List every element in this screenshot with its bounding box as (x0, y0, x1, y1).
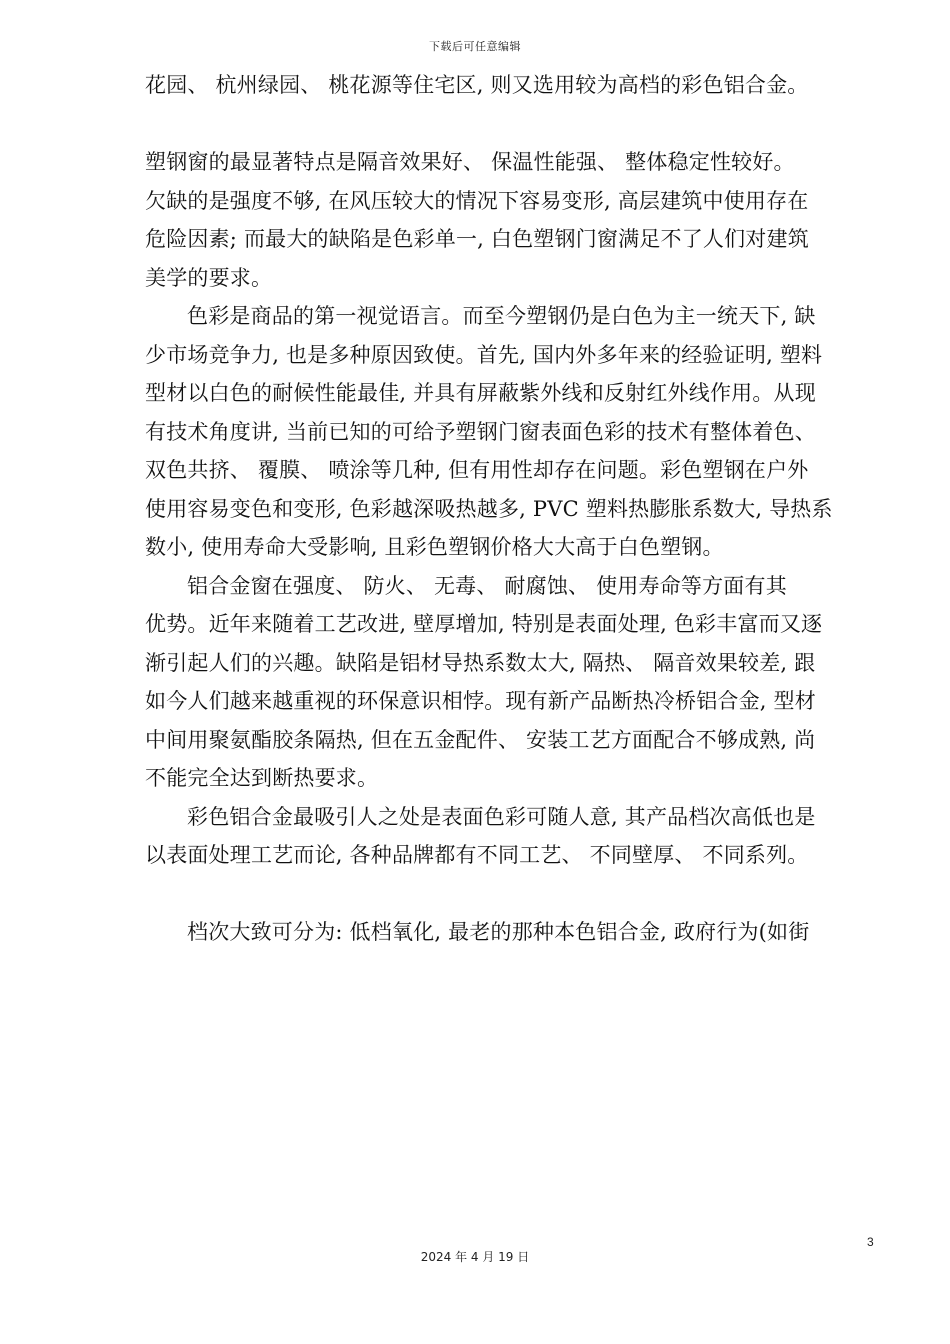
text-line: 危险因素; 而最大的缺陷是色彩单一, 白色塑钢门窗满足不了人们对建筑 (145, 227, 809, 251)
text-line: 使用容易变色和变形, 色彩越深吸热越多, PVC 塑料热膨胀系数大, 导热系 (145, 496, 833, 521)
text-line: 型材以白色的耐候性能最佳, 并具有屏蔽紫外线和反射红外线作用。从现 (145, 381, 816, 405)
text-line: 双色共挤、 覆膜、 喷涂等几种, 但有用性却存在问题。彩色塑钢在户外 (145, 458, 809, 482)
text-line: 档次大致可分为: 低档氧化, 最老的那种本色铝合金, 政府行为(如街 (187, 920, 810, 944)
paragraph-gap (145, 105, 885, 144)
text-line: 彩色铝合金最吸引人之处是表面色彩可随人意, 其产品档次高低也是 (187, 804, 816, 829)
text-line: 数小, 使用寿命大受影响, 且彩色塑钢价格大大高于白色塑钢。 (145, 535, 724, 559)
text-line: 不能完全达到断热要求。 (145, 766, 379, 790)
document-body (145, 66, 885, 952)
text-line: 美学的要求。 (145, 265, 273, 290)
text-line: 以表面处理工艺而论, 各种品牌都有不同工艺、 不同壁厚、 不同系列。 (145, 843, 809, 867)
text-line: 花园、 杭州绿园、 桃花源等住宅区, 则又选用较为高档的彩色铝合金。 (145, 73, 809, 97)
text-line: 渐引起人们的兴趣。缺陷是铝材导热系数太大, 隔热、 隔音效果较差, 跟 (145, 650, 816, 675)
text-line: 中间用聚氨酯胶条隔热, 但在五金配件、 安装工艺方面配合不够成熟, 尚 (145, 727, 816, 752)
page-number: 3 (867, 1235, 874, 1249)
text-line: 少市场竞争力, 也是多种原因致使。首先, 国内外多年来的经验证明, 塑料 (145, 342, 823, 367)
text-line: 有技术角度讲, 当前已知的可给予塑钢门窗表面色彩的技术有整体着色、 (145, 419, 816, 444)
text-line: 色彩是商品的第一视觉语言。而至今塑钢仍是白色为主一统天下, 缺 (187, 304, 816, 328)
text-line: 优势。近年来随着工艺改进, 壁厚增加, 特别是表面处理, 色彩丰富而又逐 (145, 612, 823, 636)
footer-date: 2024 年 4 月 19 日 (420, 1250, 530, 1264)
paragraph-gap (145, 875, 885, 914)
page-header: 下载后可任意编辑 (429, 40, 521, 53)
text-line: 铝合金窗在强度、 防火、 无毒、 耐腐蚀、 使用寿命等方面有其 (187, 573, 787, 598)
text-line: 如今人们越来越重视的环保意识相悖。现有新产品断热冷桥铝合金, 型材 (145, 689, 816, 713)
text-line: 塑钢窗的最显著特点是隔音效果好、 保温性能强、 整体稳定性较好。 (145, 150, 795, 174)
text-line: 欠缺的是强度不够, 在风压较大的情况下容易变形, 高层建筑中使用存在 (145, 188, 809, 213)
